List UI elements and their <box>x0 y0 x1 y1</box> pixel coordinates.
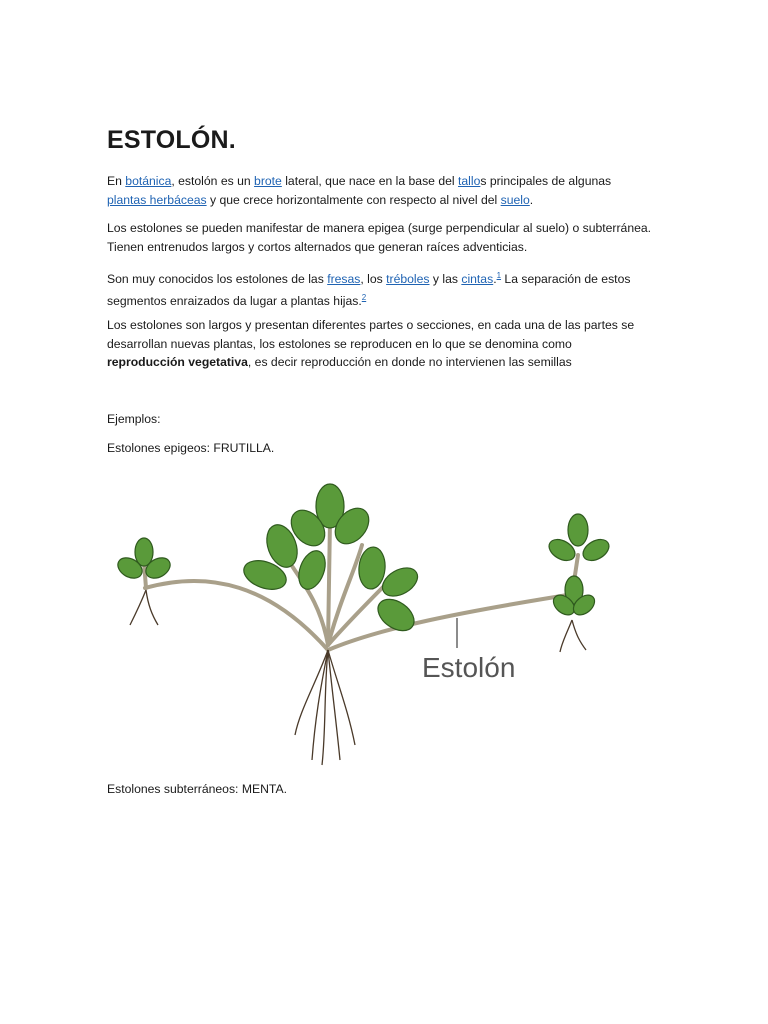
leaves <box>114 484 612 637</box>
subterranean-example-label: Estolones subterráneos: MENTA. <box>107 782 287 796</box>
text: La separación de estos segmentos enraizados da lugar a plantas hijas. <box>107 272 631 308</box>
paragraph-definition <box>107 172 652 209</box>
text: y las <box>429 272 462 287</box>
link-brote[interactable]: brote <box>254 174 282 188</box>
link-suelo[interactable]: suelo <box>500 192 530 207</box>
document-title: ESTOLÓN. <box>107 126 236 154</box>
paragraph-examples <box>107 267 652 310</box>
figure-label-estolon: Estolón <box>422 652 516 683</box>
text: . <box>529 192 534 207</box>
link-fresas[interactable]: fresas <box>327 272 361 287</box>
roots <box>130 590 586 765</box>
text: y que crece horizontalmente con respecto al nivel del <box>206 192 501 207</box>
text: Son muy conocidos los estolones de las <box>107 272 328 287</box>
text: lateral, que nace en la base del <box>281 174 458 188</box>
paragraph-reproduction <box>107 316 652 372</box>
reference-1-link[interactable]: 1 <box>496 271 502 280</box>
text: Los estolones son largos y presentan diferentes partes o secciones, en cada una de las partes se desarrollan nuevas plantas, los estolones se reproducen en lo que se denomina como <box>107 318 635 351</box>
link-plantas-herbaceas[interactable]: plantas herbáceas <box>107 192 207 207</box>
reference-2-link[interactable]: 2 <box>361 292 367 302</box>
stems <box>144 520 580 650</box>
text: , los <box>360 272 387 287</box>
text: , es decir reproducción en donde no intervienen las semillas <box>247 355 572 369</box>
text: s principales de algunas <box>480 174 612 188</box>
paragraph-types: Los estolones se pueden manifestar de manera epigea (surge perpendicular al suelo) o subterránea. Tienen entrenudos largos y cortos alternados que generan raíces adventicias. <box>107 221 652 254</box>
link-treboles[interactable]: tréboles <box>386 272 430 287</box>
text: En <box>107 174 126 188</box>
text: . <box>493 272 497 287</box>
link-cintas[interactable]: cintas <box>461 272 494 287</box>
link-tallo[interactable]: tallo <box>458 174 481 188</box>
strawberry-stolon-illustration <box>100 470 690 770</box>
text: , estolón es un <box>171 174 255 188</box>
epigeal-example-label: Estolones epigeos: FRUTILLA. <box>107 441 275 455</box>
examples-heading: Ejemplos: <box>107 412 161 426</box>
link-botanica[interactable]: botánica <box>125 174 172 188</box>
bold-term: reproducción vegetativa <box>107 355 248 369</box>
